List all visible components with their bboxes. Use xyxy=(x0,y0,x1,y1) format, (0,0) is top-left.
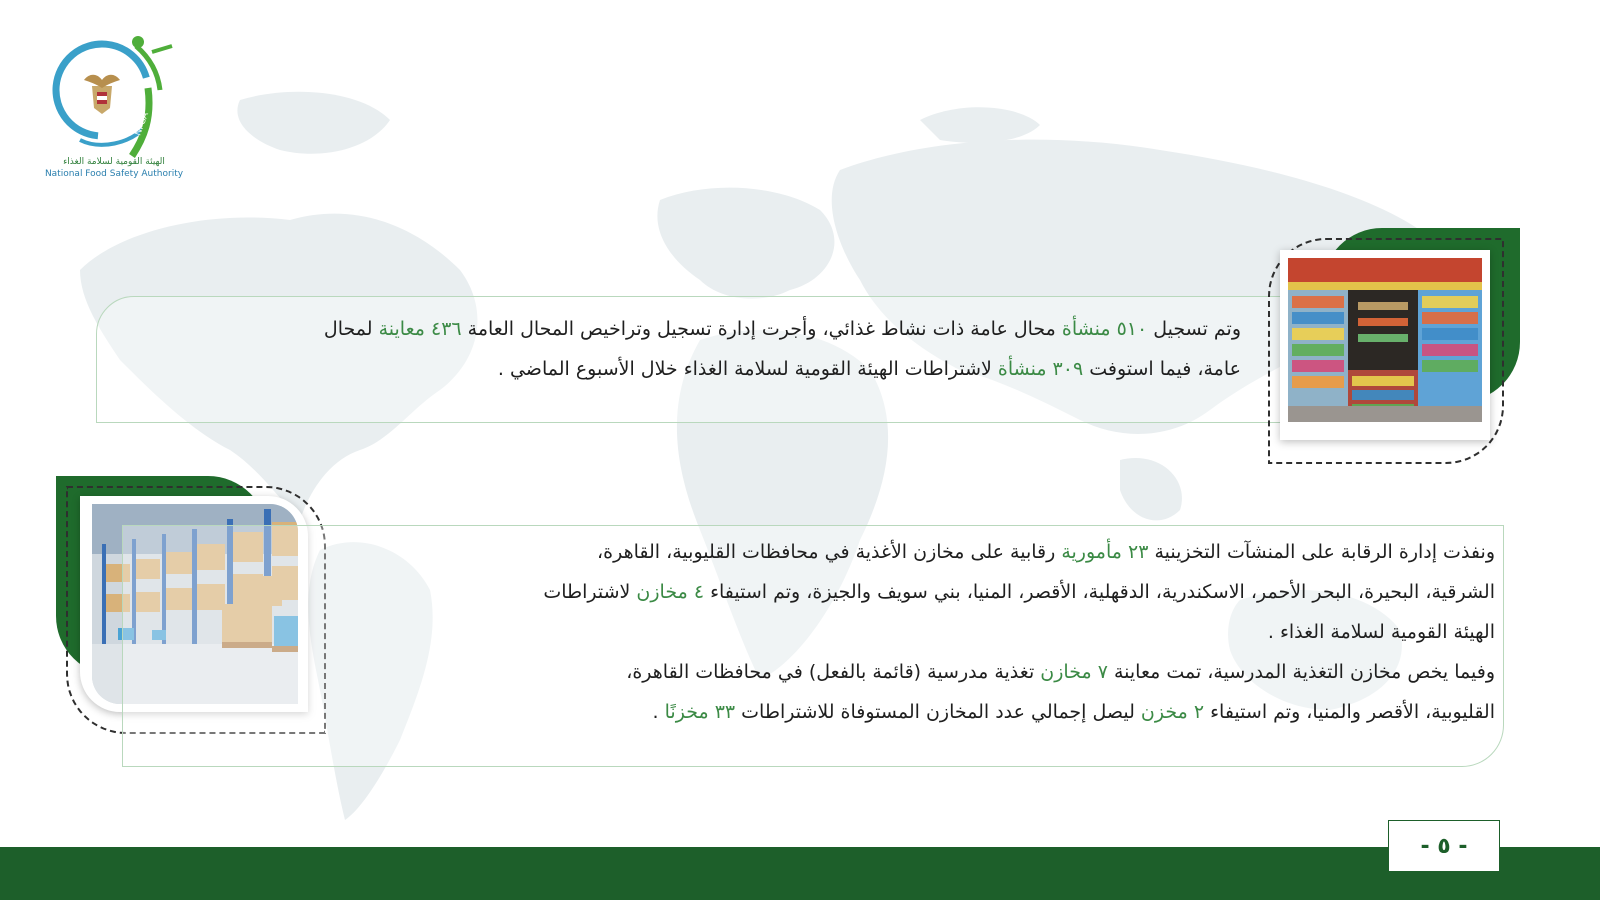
footer-bar xyxy=(0,847,1600,900)
grocery-shop-photo xyxy=(1288,258,1482,422)
text-line xyxy=(355,572,1495,612)
text-segment: لاشتراطات الهيئة القومية لسلامة الغذاء خلال الأسبوع الماضي . xyxy=(497,358,998,380)
text-segment: ليصل إجمالي عدد المخازن المستوفاة للاشتراطات xyxy=(735,701,1141,723)
highlighted-figure: ٧ مخازن xyxy=(1040,661,1108,683)
page-number: - ٥ - xyxy=(1388,820,1500,872)
egypt-eagle-emblem xyxy=(84,75,120,114)
highlighted-figure: ٣٣ مخزنًا xyxy=(664,701,736,723)
highlighted-figure: ٥١٠ منشأة xyxy=(1061,318,1148,340)
text-line xyxy=(355,652,1495,692)
shops-registration-text xyxy=(121,309,1241,389)
text-segment: لمحال xyxy=(323,318,379,340)
highlighted-figure: ٢ مخزن xyxy=(1140,701,1205,723)
highlighted-figure: ٤٣٦ معاينة xyxy=(378,318,462,340)
highlighted-figure: ٢٣ مأمورية xyxy=(1061,541,1149,563)
text-segment: الشرقية، البحيرة، البحر الأحمر، الاسكندرية، الدقهلية، الأقصر، المنيا، بني سويف والجيزة، وتم استيفاء xyxy=(704,581,1495,603)
text-segment: . xyxy=(652,701,665,723)
highlighted-figure: ٣٠٩ منشأة xyxy=(997,358,1084,380)
text-segment: رقابية على مخازن الأغذية في محافظات القليوبية، القاهرة، xyxy=(597,541,1062,563)
text-segment: لاشتراطات xyxy=(543,581,637,603)
text-segment: القليوبية، الأقصر والمنيا، وتم استيفاء xyxy=(1204,701,1495,723)
shops-registration-box xyxy=(96,296,1290,423)
text-line xyxy=(121,349,1241,389)
text-line xyxy=(121,309,1241,349)
nfsa-mark: NFSA xyxy=(132,110,151,137)
text-segment: وتم تسجيل xyxy=(1147,318,1241,340)
text-segment: الهيئة القومية لسلامة الغذاء . xyxy=(1267,621,1495,643)
text-segment: تغذية مدرسية (قائمة بالفعل) في محافظات القاهرة، xyxy=(626,661,1041,683)
text-line xyxy=(355,692,1495,732)
text-segment: عامة، فيما استوفت xyxy=(1083,358,1241,380)
text-line xyxy=(355,532,1495,572)
logo-arabic-name: الهيئة القومية لسلامة الغذاء xyxy=(63,157,165,167)
text-line xyxy=(355,612,1495,652)
grocery-photo-frame xyxy=(1268,228,1520,464)
storage-inspection-text xyxy=(355,532,1495,732)
text-segment: محال عامة ذات نشاط غذائي، وأجرت إدارة تسجيل وتراخيص المحال العامة xyxy=(461,318,1062,340)
text-segment: وفيما يخص مخازن التغذية المدرسية، تمت معاينة xyxy=(1107,661,1495,683)
logo-english-name: National Food Safety Authority xyxy=(44,169,184,179)
text-segment: ونفذت إدارة الرقابة على المنشآت التخزينية xyxy=(1148,541,1495,563)
photo-card xyxy=(1280,250,1490,440)
storage-inspection-box xyxy=(122,525,1504,767)
highlighted-figure: ٤ مخازن xyxy=(636,581,705,603)
